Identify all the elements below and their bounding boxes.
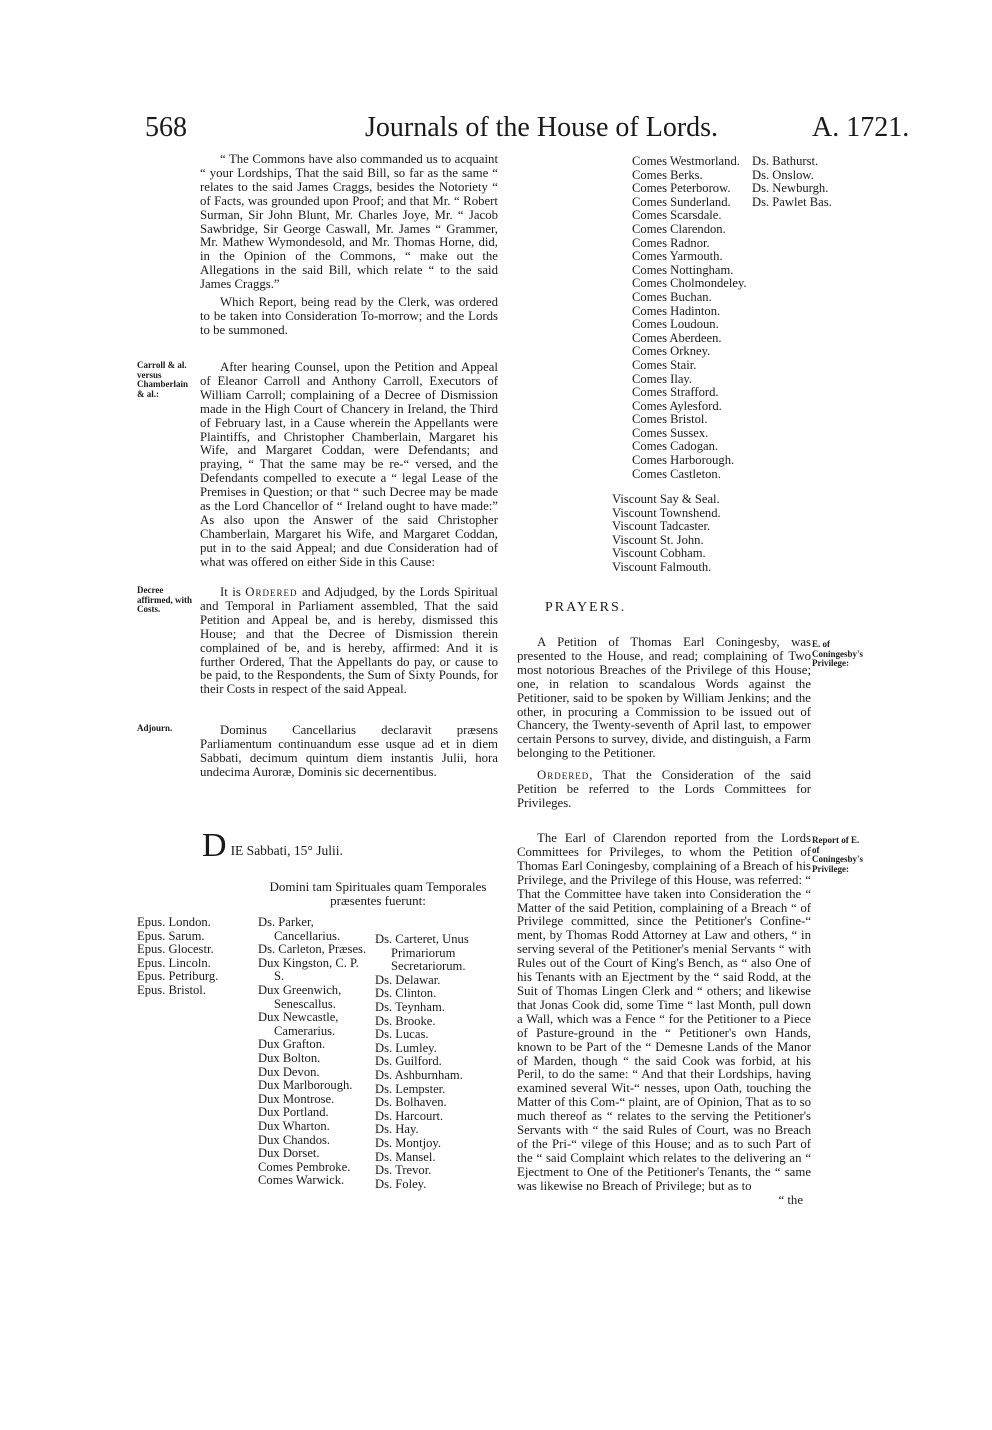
attendance-entry: Ds. Carteret, Unus Primariorum Secretariorum.	[375, 932, 469, 974]
attendance-entry: Dux Portland.	[258, 1105, 329, 1120]
attendance-entry: Comes Yarmouth.	[632, 249, 723, 264]
attendance-entry: Comes Harborough.	[632, 453, 735, 468]
margin-note-carroll: Carroll & al. versus Chamberlain & al.:	[137, 360, 189, 399]
attendance-entry: Ds. Bathurst.	[752, 154, 819, 168]
attendance-entry: Dux Kingston, C. P. S.	[258, 955, 359, 984]
attendance-entry: Viscount Falmouth.	[612, 559, 712, 574]
attendance-entry: Comes Radnor.	[632, 235, 710, 250]
attendance-entry: Viscount St. John.	[612, 532, 704, 547]
attendance-entry: Comes Castleton.	[632, 466, 721, 481]
attendance-entry: Comes Nottingham.	[632, 262, 734, 277]
report-paragraph	[517, 832, 811, 1207]
attendance-entry: Ds. Hay.	[375, 1122, 419, 1137]
margin-note-decree: Decree affirmed, with Costs.	[137, 585, 192, 614]
margin-note-report: Report of E. of Coningesby's Privilege:	[812, 835, 864, 874]
attendance-entry: Ds. Parker, Cancellarius.	[258, 915, 341, 943]
attendance-entry: Comes Loudoun.	[632, 317, 719, 332]
attendance-entry: Ds. Montjoy.	[375, 1135, 442, 1150]
attendance-entry: Ds. Carleton, Præses.	[258, 942, 367, 957]
attendance-entry: Ds. Harcourt.	[375, 1108, 444, 1123]
attendance-entry: Ds. Lumley.	[375, 1040, 437, 1055]
attendance-entry: Ds. Pawlet Bas.	[752, 194, 832, 209]
attendance-entry: Comes Aylesford.	[632, 398, 722, 413]
attendance-entry: Dux Wharton.	[258, 1118, 330, 1133]
attendance-entry: Comes Cadogan.	[632, 439, 719, 454]
ordered-word: Ordered	[245, 585, 298, 599]
margin-note-adjourn: Adjourn.	[137, 723, 173, 733]
comites-list	[632, 155, 752, 481]
attendance-entry: Ds. Lucas.	[375, 1027, 429, 1042]
attendance-entry: Epus. Sarum.	[137, 928, 205, 943]
attendance-entry: Comes Aberdeen.	[632, 330, 722, 345]
attendance-entry: Dux Marlborough.	[258, 1078, 353, 1093]
middle-list	[258, 916, 370, 1188]
bishops-list	[137, 916, 257, 998]
attendance-entry: Ds. Delawar.	[375, 972, 441, 987]
catchword: “ the	[778, 1192, 803, 1207]
decree-paragraph	[200, 586, 498, 697]
attendance-entry: Comes Bristol.	[632, 412, 708, 427]
page-title: Journals of the House of Lords.	[365, 112, 719, 143]
attendance-entry: Dux Montrose.	[258, 1091, 335, 1106]
attendance-entry: Epus. Glocestr.	[137, 942, 214, 957]
decree-prefix: It is	[220, 585, 246, 599]
attendance-entry: Comes Strafford.	[632, 385, 719, 400]
left-column-top	[200, 153, 498, 338]
attendance-entry: Viscount Say & Seal.	[612, 492, 720, 506]
attendance-entry: Comes Hadinton.	[632, 303, 721, 318]
attendance-entry: Epus. Bristol.	[137, 982, 206, 997]
adjourn-paragraph	[200, 724, 498, 780]
attendance-entry: Epus. Lincoln.	[137, 955, 211, 970]
attendance-entry: Comes Orkney.	[632, 344, 711, 359]
commons-quote: “ The Commons have also commanded us to acquaint “ your Lordships, That the said Bill, so far as the same “ relates to the said James Craggs, besides the Notoriety “ of Facts, was grounded upon Proof; and that Mr. “ Robert Surman, Sir John Blunt, Mr. Charles Joye, Mr. “ Jacob Sawbridge, Sir George Caswall, Mr. James “ Grammer, Mr. Mathew Wymondesold, and Mr. Thomas Horne, did, in the Opinion of the Commons, “ make out the Allegations in the said Bill, which relate “ to the said James Craggs.”	[200, 152, 498, 292]
petition-text: A Petition of Thomas Earl Coningesby, was presented to the House, and read; complaining of Two most notorious Breaches of the Privilege of this House; one, in relation to scandalous Words against the Petitioner, said to be spoken by William Jenkins; and the other, in procuring a Commission to be issued out of Chancery, the Twenty-seventh of April last, to empower certain Persons to survey, divide, and distinguish, a Farm belonging to the Petitioner.	[517, 635, 811, 761]
attendance-entry: Ds. Newburgh.	[752, 181, 829, 196]
attendance-entry: Dux Greenwich, Senescallus.	[258, 982, 342, 1011]
attendance-entry: Viscount Cobham.	[612, 546, 706, 561]
attendance-entry: Comes Sunderland.	[632, 194, 731, 209]
carroll-paragraph	[200, 361, 498, 570]
attendance-entry: Dux Grafton.	[258, 1037, 326, 1052]
page-year: A. 1721.	[812, 112, 910, 143]
carroll-text: After hearing Counsel, upon the Petition and Appeal of Eleanor Carroll and Anthony Carroll, Executors of William Carroll; complaining of a Decree of Dismission made in the High Court of Chancery in Ireland, the Third of February last, in a Cause wherein the Appellants were Plaintiffs, and Christopher Chamberlain, Margaret his Wife, and Margaret Coddan, were Defendants; and praying, “ That the same may be re-“ versed, and the Defendants compelled to execute a “ legal Lease of the Premises in Question; or that “ such Decree may be made as the Lord Chancellor of “ Ireland ought to have made:” As also upon the Answer of the said Christopher Chamberlain, Margaret his Wife, and Margaret Coddan, put in to the said Appeal; and due Consideration had of what was offered on either Side in this Cause:	[200, 360, 498, 569]
attendance-entry: Ds. Bolhaven.	[375, 1095, 447, 1110]
attendance-entry: Dux Newcastle, Camerarius.	[258, 1010, 339, 1038]
attendance-entry: Ds. Onslow.	[752, 167, 814, 182]
attendance-entry: Dux Bolton.	[258, 1050, 321, 1065]
adjourn-text: Dominus Cancellarius declaravit præsens Parliamentum continuandum esse usque ad et in diem Sabbati, decimum quintum diem instantis Julii, hora undecima Auroræ, Dominis sic decernentibus.	[200, 723, 498, 779]
attendance-entry: Epus. London.	[137, 915, 211, 929]
die-heading	[202, 827, 502, 864]
attendance-entry: Comes Ilay.	[632, 371, 693, 386]
attendance-entry: Ds. Clinton.	[375, 986, 437, 1001]
dropcap: D	[202, 827, 227, 864]
attendance-entry: Comes Sussex.	[632, 425, 709, 440]
attendance-entry: Epus. Petriburg.	[137, 969, 219, 984]
decree-text: and Adjudged, by the Lords Spiritual and Temporal in Parliament assembled, That the said Petition and Appeal be, and is hereby, dismissed this House; and that the Decree of Dismission therein complained of be, and is hereby, affirmed: And it is further Ordered, That the Appellants do pay, or cause to be paid, to the Respondents, the Sum of Sixty Pounds, for their Costs in respect of the said Appeal.	[200, 585, 498, 697]
prayers-heading: PRAYERS.	[545, 600, 627, 615]
ordered-text-right: , That the Consideration of the said Petition be referred to the Lords Committees for Privileges.	[517, 768, 811, 810]
attendance-entry: Ds. Mansel.	[375, 1149, 436, 1164]
attendance-entry: Ds. Guilford.	[375, 1054, 442, 1069]
attendance-entry: Dux Chandos.	[258, 1132, 331, 1147]
present-heading: Domini tam Spirituales quam Temporales præsentes fuerunt:	[269, 879, 487, 908]
attendance-entry: Comes Berks.	[632, 167, 703, 182]
attendance-entry: Comes Peterborow.	[632, 181, 731, 196]
attendance-entry: Comes Warwick.	[258, 1173, 345, 1188]
petition-paragraph	[517, 636, 811, 811]
attendance-entry: Ds. Foley.	[375, 1176, 427, 1191]
attendance-entry: Viscount Tadcaster.	[612, 519, 711, 534]
margin-note-coningsby: E. of Coningesby's Privilege:	[812, 639, 864, 668]
attendance-entry: Dux Dorset.	[258, 1146, 320, 1161]
attendance-entry: Comes Westmorland.	[632, 154, 740, 168]
page-number: 568	[145, 112, 187, 143]
die-text: IE Sabbati, 15° Julii.	[230, 843, 343, 858]
attendance-entry: Comes Pembroke.	[258, 1159, 351, 1174]
attendance-entry: Comes Buchan.	[632, 289, 712, 304]
attendance-entry: Comes Clarendon.	[632, 221, 726, 236]
attendance-entry: Ds. Lempster.	[375, 1081, 446, 1096]
attendance-entry: Ds. Trevor.	[375, 1163, 432, 1178]
attendance-entry: Viscount Townshend.	[612, 505, 721, 520]
ordered-word-right: Ordered	[537, 768, 590, 783]
viscounts-list	[612, 493, 762, 575]
attendance-entry: Comes Cholmondeley.	[632, 276, 747, 291]
right-list	[375, 933, 500, 1191]
attendance-entry: Dux Devon.	[258, 1064, 320, 1079]
report-read-paragraph: Which Report, being read by the Clerk, was ordered to be taken into Consideration To-morrow; and the Lords to be summoned.	[200, 295, 498, 337]
domini-top-list	[752, 155, 852, 209]
report-text: The Earl of Clarendon reported from the Lords Committees for Privileges, to whom the Petition of Thomas Earl Coningesby, complaining of a Breach of his Privilege, and the Privilege of this House, was referred: “ That the Committee have taken into Consideration the “ Matter of the said Petition, complaining of a Breach “ of Privilege committed, since the Petitioner's Confine-“ ment, by Thomas Rodd Attorney at Law and others, “ in serving several of the Petitioner's menial Servants “ with Rules out of the Court of King's Bench, as “ also One of his Tenants with an Ejectment by the “ said Rodd, at the Suit of Thomas Lingen Clerk and “ others; and likewise that Jonas Cook did, some Time “ last Month, pull down a Wall, which was a Fence “ for the Petitioner to a Piece of Pasture-ground in the “ Petitioner's own Hands, known to be Part of the “ Demesne Lands of the Manor of Marden, though “ the said Cook was forbid, at his Peril, to do the same: “ And that their Lordships, having examined several Wit-“ nesses, upon Oath, touching the Matter of this Com-“ plaint, are of Opinion, That as to so much thereof as “ relates to the serving the Petitioner's Servants with “ the said Rules of Court, was no Breach of the Pri-“ vilege of this House; and as to such Part of the “ said Complaint which relates to the delivering an “ Ejectment to One of the Petitioner's Tenants, the “ same was likewise no Breach of Privilege; but as to	[517, 831, 811, 1193]
attendance-entry: Comes Scarsdale.	[632, 208, 722, 223]
attendance-entry: Comes Stair.	[632, 357, 697, 372]
attendance-entry: Ds. Teynham.	[375, 999, 445, 1014]
attendance-entry: Ds. Ashburnham.	[375, 1067, 463, 1082]
attendance-entry: Ds. Brooke.	[375, 1013, 436, 1028]
